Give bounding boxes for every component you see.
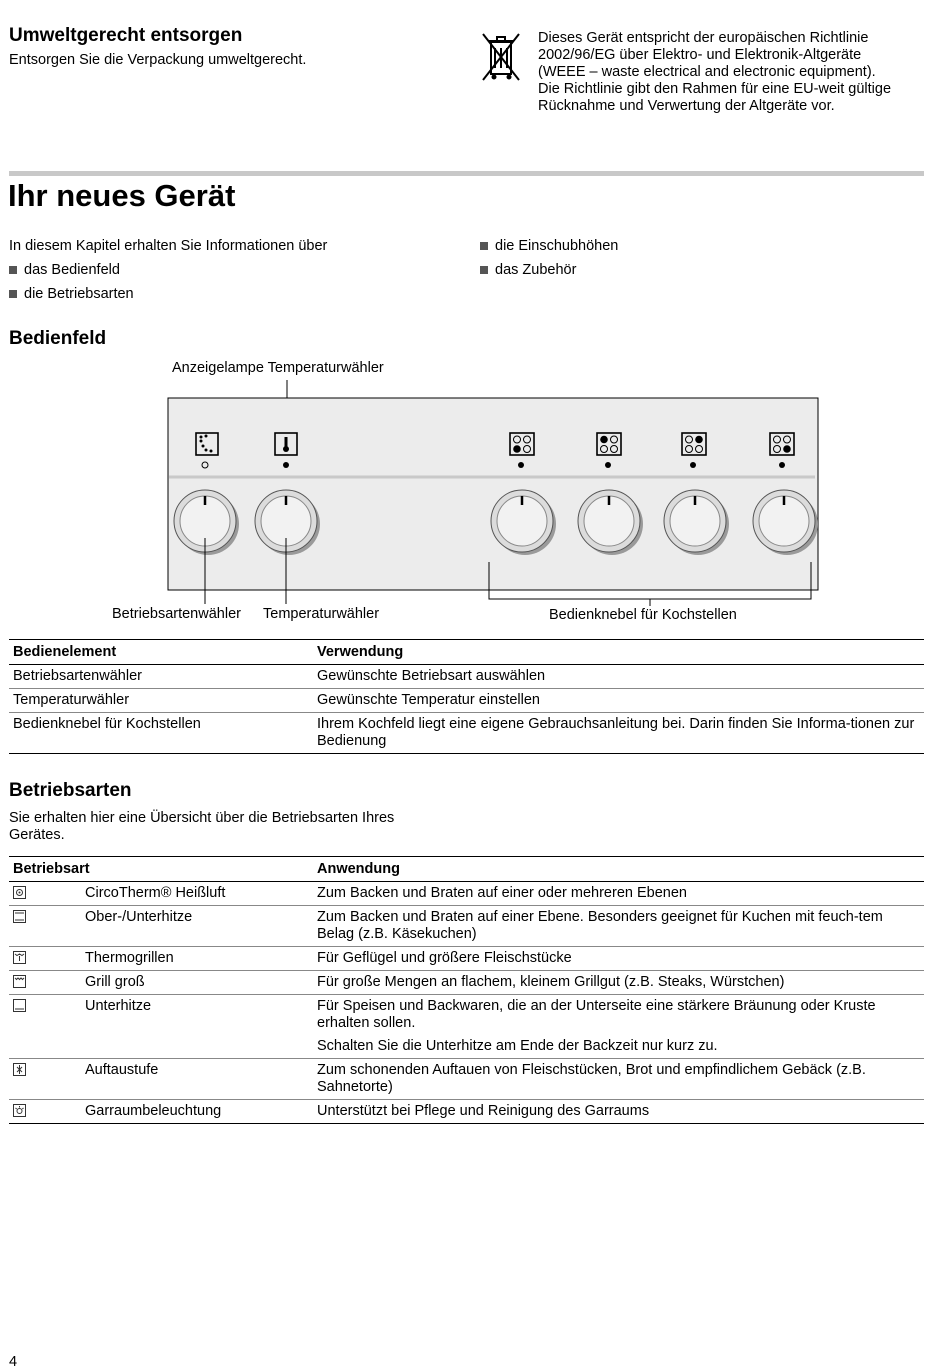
table-cell: Bedienknebel für Kochstellen xyxy=(9,713,313,754)
list-item: das Zubehör xyxy=(480,258,618,282)
chapter-divider xyxy=(9,171,924,176)
column-header: Betriebsart xyxy=(9,857,313,882)
mode-name: Auftaustufe xyxy=(81,1059,313,1100)
mode-use xyxy=(313,947,924,971)
table-row xyxy=(9,971,924,995)
mode-use xyxy=(313,906,924,947)
table-cell: Ihrem Kochfeld liegt eine eigene Gebrauchsanleitung bei. Darin finden Sie Informa-tionen zur Bedienung xyxy=(313,713,924,754)
mode-use-text: Zum schonenden Auftauen von Fleischstücken, Brot und empfindlichem Gebäck (z.B. Sahnetorte) xyxy=(317,1062,866,1095)
weee-line: 2002/96/EG über Elektro- und Elektronik-Altgeräte xyxy=(538,47,862,63)
column-header: Anwendung xyxy=(313,857,924,882)
label-temperature-selector: Temperaturwähler xyxy=(263,606,380,622)
table-row xyxy=(9,665,924,689)
mode-name: Ober-/Unterhitze xyxy=(81,906,313,947)
mode-name: Garraumbeleuchtung xyxy=(81,1100,313,1124)
label-mode-selector: Betriebsartenwähler xyxy=(112,606,241,622)
chapter-intro: In diesem Kapitel erhalten Sie Informationen über xyxy=(9,238,328,254)
control-panel-diagram xyxy=(0,380,950,610)
label-hob-knobs: Bedienknebel für Kochstellen xyxy=(549,607,737,623)
table-row xyxy=(9,882,924,906)
table-cell: Betriebsartenwähler xyxy=(9,665,313,689)
list-item: die Einschubhöhen xyxy=(480,234,618,258)
mode-use xyxy=(313,1100,924,1124)
oven-light-icon xyxy=(13,1104,26,1117)
betriebsarten-title: Betriebsarten xyxy=(9,780,132,801)
mode-use-text: Schalten Sie die Unterhitze am Ende der Backzeit nur kurz zu. xyxy=(317,1038,718,1054)
weee-line: Rücknahme und Verwertung der Altgeräte vor. xyxy=(538,98,835,114)
disposal-text: Entsorgen Sie die Verpackung umweltgerecht. xyxy=(9,52,307,68)
bottom-heat-icon xyxy=(13,999,26,1012)
bullet-list-left xyxy=(9,258,134,306)
weee-bin-icon xyxy=(480,32,522,84)
mode-use-text: Unterstützt bei Pflege und Reinigung des Garraums xyxy=(317,1103,650,1119)
table-row xyxy=(9,689,924,713)
top-bottom-heat-icon xyxy=(13,910,26,923)
mode-use xyxy=(313,1059,924,1100)
table-cell: Gewünschte Betriebsart auswählen xyxy=(313,665,924,689)
table-cell: Temperaturwähler xyxy=(9,689,313,713)
indicator-lamp-temp xyxy=(283,462,289,468)
table-row xyxy=(9,995,924,1059)
mode-use-text: Zum Backen und Braten auf einer Ebene. Besonders geeignet für Kuchen mit feuch-tem Belag (z.B. Käsekuchen) xyxy=(317,909,883,942)
weee-line: Die Richtlinie gibt den Rahmen für eine EU-weit gültige xyxy=(538,81,892,97)
mode-name: Unterhitze xyxy=(81,995,313,1059)
control-elements-table xyxy=(9,639,924,754)
mode-use-text: Für Geflügel und größere Fleischstücke xyxy=(317,950,572,966)
table-row xyxy=(9,1059,924,1100)
column-header: Verwendung xyxy=(313,640,924,665)
mode-use-text: Für große Mengen an flachem, kleinem Grillgut (z.B. Steaks, Würstchen) xyxy=(317,974,785,990)
mode-use xyxy=(313,995,924,1059)
mode-use xyxy=(313,971,924,995)
column-header: Bedienelement xyxy=(9,640,313,665)
table-row xyxy=(9,906,924,947)
bullet-list-right xyxy=(480,234,618,282)
operating-modes-table xyxy=(9,856,924,1124)
fan-icon xyxy=(13,886,26,899)
mode-use-text: Zum Backen und Braten auf einer oder mehreren Ebenen xyxy=(317,885,687,901)
list-item: das Bedienfeld xyxy=(9,258,134,282)
table-row xyxy=(9,1100,924,1124)
page-number: 4 xyxy=(9,1354,18,1370)
mode-name: CircoTherm® Heißluft xyxy=(81,882,313,906)
weee-line: Dieses Gerät entspricht der europäischen Richtlinie xyxy=(538,30,869,46)
table-row xyxy=(9,713,924,754)
weee-line: (WEEE – waste electrical and electronic equipment). xyxy=(538,64,876,80)
table-cell: Gewünschte Temperatur einstellen xyxy=(313,689,924,713)
chapter-title: Ihr neues Gerät xyxy=(8,178,236,213)
mode-use-text: Für Speisen und Backwaren, die an der Unterseite eine stärkere Bräunung oder Kruste erhalten sollen. xyxy=(317,998,876,1031)
weee-notice xyxy=(538,30,891,115)
mode-name: Grill groß xyxy=(81,971,313,995)
thermogrill-icon xyxy=(13,951,26,964)
mode-use xyxy=(313,882,924,906)
mode-name: Thermogrillen xyxy=(81,947,313,971)
grill-large-icon xyxy=(13,975,26,988)
betriebsarten-intro: Sie erhalten hier eine Übersicht über die Betriebsarten Ihres Gerätes. xyxy=(9,810,395,843)
label-indicator-lamp: Anzeigelampe Temperaturwähler xyxy=(172,360,384,376)
list-item: die Betriebsarten xyxy=(9,282,134,306)
table-row xyxy=(9,947,924,971)
disposal-title: Umweltgerecht entsorgen xyxy=(9,25,243,46)
bedienfeld-title: Bedienfeld xyxy=(9,328,107,349)
defrost-icon xyxy=(13,1063,26,1076)
